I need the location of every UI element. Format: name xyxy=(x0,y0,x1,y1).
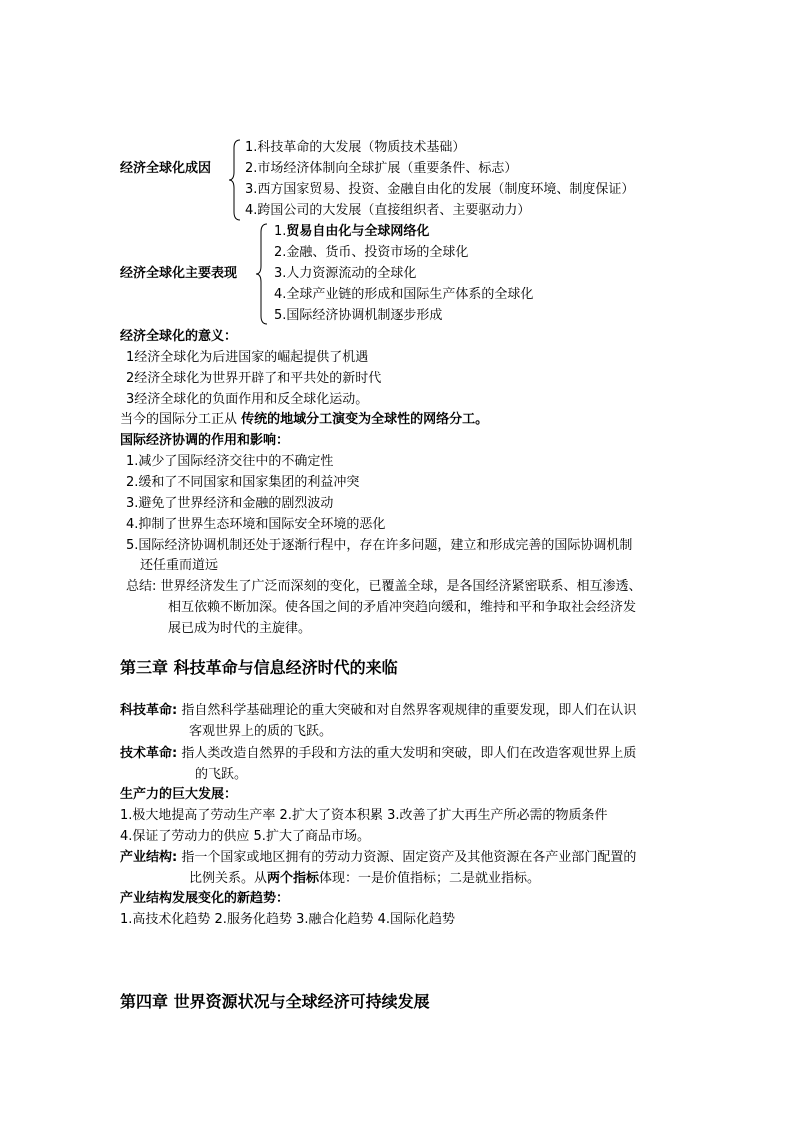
technical-revolution-line-1: 技术革命: 指人类改造自然界的手段和方法的重大发明和突破，即人们在改造客观世界上质 xyxy=(120,746,637,761)
coordination-item-4: 4.抑制了世界生态环境和国际安全环境的恶化 xyxy=(126,517,386,532)
significance-item-1: 1经济全球化为后进国家的崛起提供了机遇 xyxy=(126,350,369,365)
coordination-item-2: 2.缓和了不同国家和国家集团的利益冲突 xyxy=(126,475,360,490)
trends-heading: 产业结构发展变化的新趋势： xyxy=(120,891,290,906)
causes-item-4: 4.跨国公司的大发展（直接组织者、主要驱动力） xyxy=(245,203,531,218)
causes-item-3: 3.西方国家贸易、投资、金融自由化的发展（制度环境、制度保证） xyxy=(245,182,635,197)
significance-heading: 经济全球化的意义： xyxy=(120,329,238,344)
manifestations-item-4: 4.全球产业链的形成和国际生产体系的全球化 xyxy=(274,287,534,302)
tech-revolution-line-2: 客观世界上的质的飞跃。 xyxy=(189,724,333,739)
productivity-heading: 生产力的巨大发展： xyxy=(120,787,238,802)
causes-brace xyxy=(228,138,242,222)
causes-item-1: 1.科技革命的大发展（物质技术基础） xyxy=(245,140,466,155)
manifestations-label: 经济全球化主要表现 xyxy=(120,266,238,281)
significance-item-3: 3经济全球化的负面作用和反全球化运动。 xyxy=(126,392,369,407)
coordination-item-5: 5.国际经济协调机制还处于逐渐行程中，存在许多问题，建立和形成完善的国际协调机制 xyxy=(126,538,633,553)
industrial-structure-line-1: 产业结构: 指一个国家或地区拥有的劳动力资源、固定资产及其他资源在各产业部门配置的 xyxy=(120,850,637,865)
manifestations-brace xyxy=(255,222,269,326)
productivity-line-1: 1.极大地提高了劳动生产率 2.扩大了资本积累 3.改善了扩大再生产所必需的物质条件 xyxy=(120,808,608,823)
summary-line-1: 总结: 世界经济发生了广泛而深刻的变化，已覆盖全球，是各国经济紧密联系、相互渗透、 xyxy=(126,579,642,594)
productivity-line-2: 4.保证了劳动力的供应 5.扩大了商品市场。 xyxy=(120,829,370,844)
summary-line-3: 展已成为时代的主旋律。 xyxy=(168,621,312,636)
industrial-structure-line-2: 比例关系。从两个指标体现：一是价值指标；二是就业指标。 xyxy=(189,871,541,886)
technical-revolution-line-2: 的飞跃。 xyxy=(195,767,248,782)
chapter-4-title: 第四章 世界资源状况与全球经济可持续发展 xyxy=(120,992,430,1011)
coordination-item-3: 3.避免了世界经济和金融的剧烈波动 xyxy=(126,496,334,511)
chapter-3-title: 第三章 科技革命与信息经济时代的来临 xyxy=(120,658,398,677)
division-line: 当今的国际分工正从 传统的地域分工演变为全球性的网络分工。 xyxy=(120,412,489,427)
coordination-item-5-cont: 还任重而道远 xyxy=(140,558,219,573)
manifestations-item-5: 5.国际经济协调机制逐步形成 xyxy=(274,308,443,323)
causes-item-2: 2.市场经济体制向全球扩展（重要条件、标志） xyxy=(245,161,518,176)
coordination-heading: 国际经济协调的作用和影响： xyxy=(120,433,290,448)
manifestations-item-2: 2.金融、货币、投资市场的全球化 xyxy=(274,245,469,260)
tech-revolution-line-1: 科技革命: 指自然科学基础理论的重大突破和对自然界客观规律的重要发现，即人们在认识 xyxy=(120,703,637,718)
summary-line-2: 相互依赖不断加深。使各国之间的矛盾冲突趋向缓和，维持和平和争取社会经济发 xyxy=(168,600,637,615)
manifestations-item-3: 3.人力资源流动的全球化 xyxy=(274,266,417,281)
manifestations-item-1: 1.贸易自由化与全球网络化 xyxy=(274,224,430,239)
coordination-item-1: 1.减少了国际经济交往中的不确定性 xyxy=(126,454,334,469)
causes-label: 经济全球化成因 xyxy=(120,161,212,176)
significance-item-2: 2经济全球化为世界开辟了和平共处的新时代 xyxy=(126,371,382,386)
trends-line: 1.高技术化趋势 2.服务化趋势 3.融合化趋势 4.国际化趋势 xyxy=(120,912,456,927)
